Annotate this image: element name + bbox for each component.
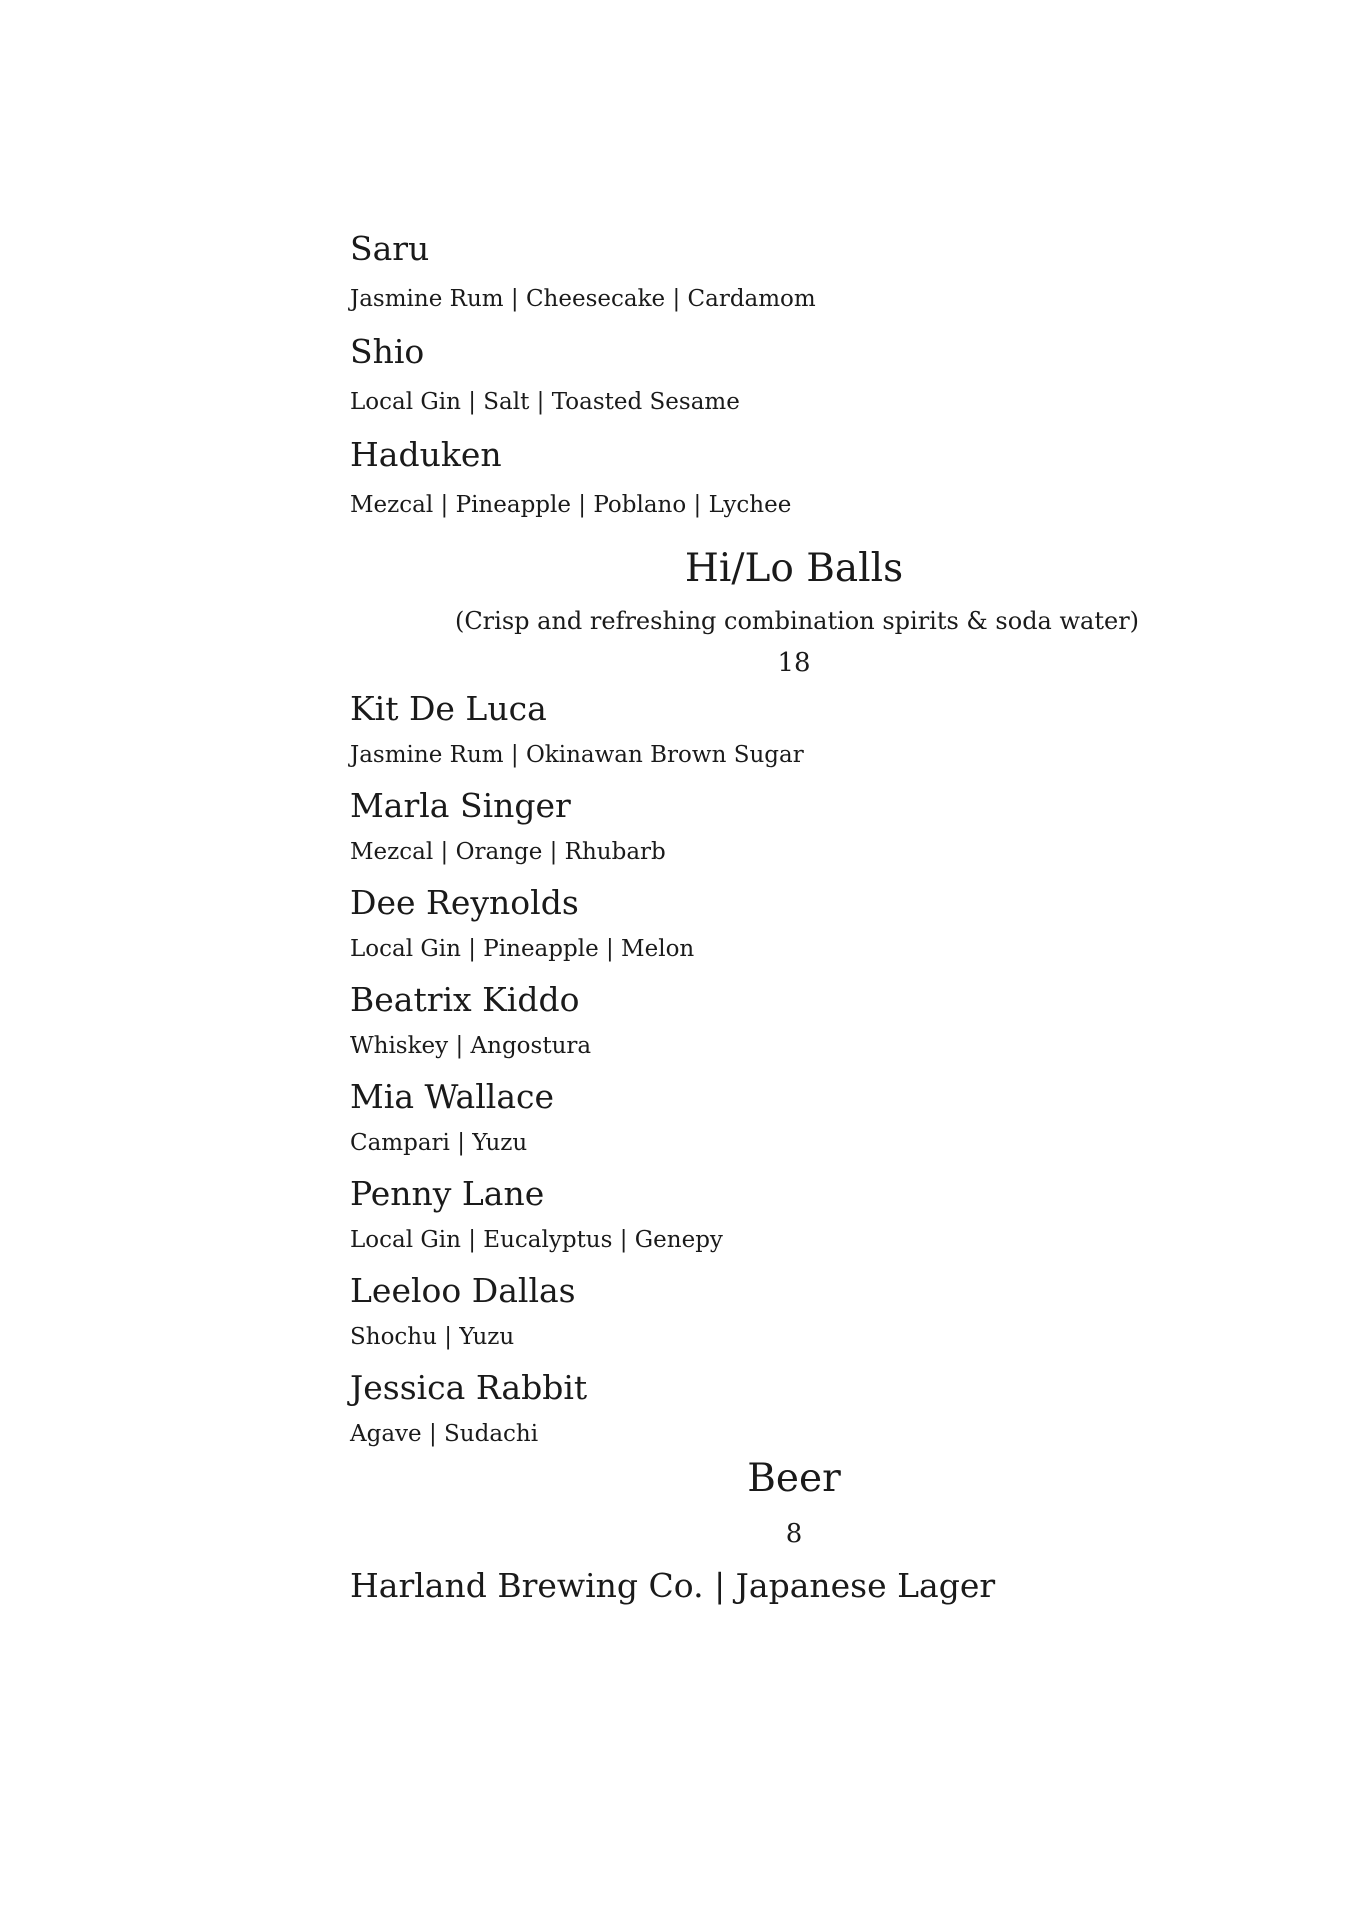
hilo-ingredients-5: Campari | Yuzu: [350, 1130, 528, 1156]
hilo-name-8: Jessica Rabbit: [350, 1368, 588, 1407]
cocktail-name-haduken: Haduken: [350, 435, 502, 474]
hilo-name-2: Marla Singer: [350, 786, 571, 825]
section-title-hilo: Hi/Lo Balls: [684, 546, 904, 591]
hilo-ingredients-2: Mezcal | Orange | Rhubarb: [350, 839, 666, 865]
section-title-beer: Beer: [747, 1456, 841, 1501]
section-price-beer: 8: [785, 1519, 803, 1549]
hilo-ingredients-3: Local Gin | Pineapple | Melon: [350, 936, 695, 962]
cocktail-ingredients-saru: Jasmine Rum | Cheesecake | Cardamom: [350, 286, 816, 312]
hilo-ingredients-6: Local Gin | Eucalyptus | Genepy: [350, 1227, 723, 1253]
hilo-name-6: Penny Lane: [350, 1174, 545, 1213]
hilo-name-7: Leeloo Dallas: [350, 1271, 576, 1310]
hilo-name-5: Mia Wallace: [350, 1077, 555, 1116]
hilo-ingredients-4: Whiskey | Angostura: [350, 1033, 592, 1059]
hilo-name-1: Kit De Luca: [350, 689, 547, 728]
cocktail-name-saru: Saru: [350, 229, 430, 268]
cocktail-ingredients-shio: Local Gin | Salt | Toasted Sesame: [350, 389, 740, 415]
cocktail-name-shio: Shio: [350, 332, 425, 371]
hilo-ingredients-1: Jasmine Rum | Okinawan Brown Sugar: [350, 742, 804, 768]
section-subtitle-hilo: (Crisp and refreshing combination spirits & soda water): [454, 607, 1140, 635]
section-price-hilo: 18: [777, 648, 811, 678]
hilo-ingredients-7: Shochu | Yuzu: [350, 1324, 515, 1350]
beer-item: Harland Brewing Co. | Japanese Lager: [350, 1566, 996, 1605]
hilo-ingredients-8: Agave | Sudachi: [350, 1421, 539, 1447]
cocktail-ingredients-haduken: Mezcal | Pineapple | Poblano | Lychee: [350, 492, 792, 518]
hilo-name-3: Dee Reynolds: [350, 883, 579, 922]
hilo-name-4: Beatrix Kiddo: [350, 980, 580, 1019]
